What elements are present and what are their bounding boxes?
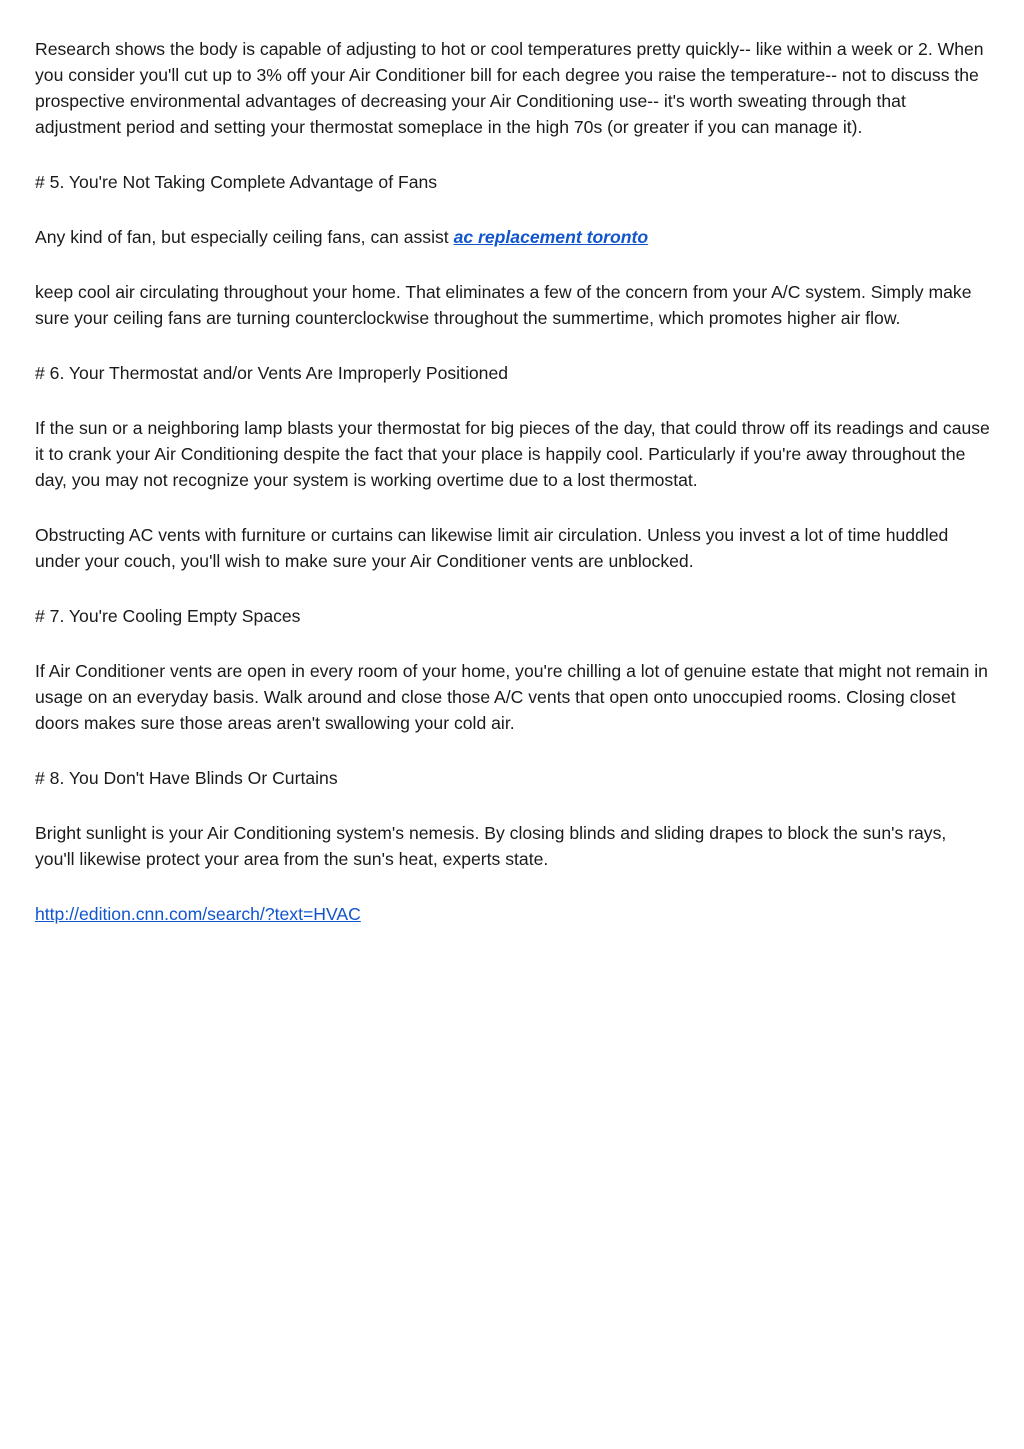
source-link-paragraph — [35, 901, 990, 927]
paragraph-body-temperature: Research shows the body is capable of adjusting to hot or cool temperatures pretty quickly-- like within a week or 2. When you consider you'll cut up to 3% off your Air Conditioner bill for each degree you raise the temperature-- not to discuss the prospective environmental advantages of decreasing your Air Conditioning use-- it's worth sweating through that adjustment period and setting your thermostat someplace in the high 70s (or greater if you can manage it). — [35, 39, 984, 137]
document-body — [35, 36, 990, 956]
paragraph-fans-detail: keep cool air circulating throughout your home. That eliminates a few of the concern from your A/C system. Simply make sure your ceiling fans are turning counterclockwise throughout the summertime, which promotes higher air flow. — [35, 282, 972, 328]
paragraph-fans-intro — [35, 224, 990, 250]
ac-replacement-link[interactable]: ac replacement toronto — [453, 227, 649, 247]
heading-thermostat: # 6. Your Thermostat and/or Vents Are Improperly Positioned — [35, 363, 509, 383]
paragraph-empty-spaces: If Air Conditioner vents are open in every room of your home, you're chilling a lot of genuine estate that might not remain in usage on an everyday basis. Walk around and close those A/C vents that open onto unoccupied rooms. Closing closet doors makes sure those areas aren't swallowing your cold air. — [35, 661, 988, 733]
heading-empty-spaces: # 7. You're Cooling Empty Spaces — [35, 606, 301, 626]
paragraph-blinds: Bright sunlight is your Air Conditioning system's nemesis. By closing blinds and sliding drapes to block the sun's rays, you'll likewise protect your area from the sun's heat, experts state. — [35, 823, 947, 869]
paragraph-fans-intro-text: Any kind of fan, but especially ceiling fans, can assist — [35, 227, 454, 247]
cnn-source-link[interactable]: http://edition.cnn.com/search/?text=HVAC — [35, 904, 361, 924]
paragraph-vents-blocked: Obstructing AC vents with furniture or curtains can likewise limit air circulation. Unless you invest a lot of time huddled under your couch, you'll wish to make sure your Air Conditioner vents are unblocked. — [35, 525, 949, 571]
paragraph-thermostat-position: If the sun or a neighboring lamp blasts your thermostat for big pieces of the day, that could throw off its readings and cause it to crank your Air Conditioning despite the fact that your place is happily cool. Particularly if you're away throughout the day, you may not recognize your system is working overtime due to a lost thermostat. — [35, 418, 990, 490]
heading-blinds: # 8. You Don't Have Blinds Or Curtains — [35, 768, 338, 788]
heading-fans: # 5. You're Not Taking Complete Advantage of Fans — [35, 172, 438, 192]
